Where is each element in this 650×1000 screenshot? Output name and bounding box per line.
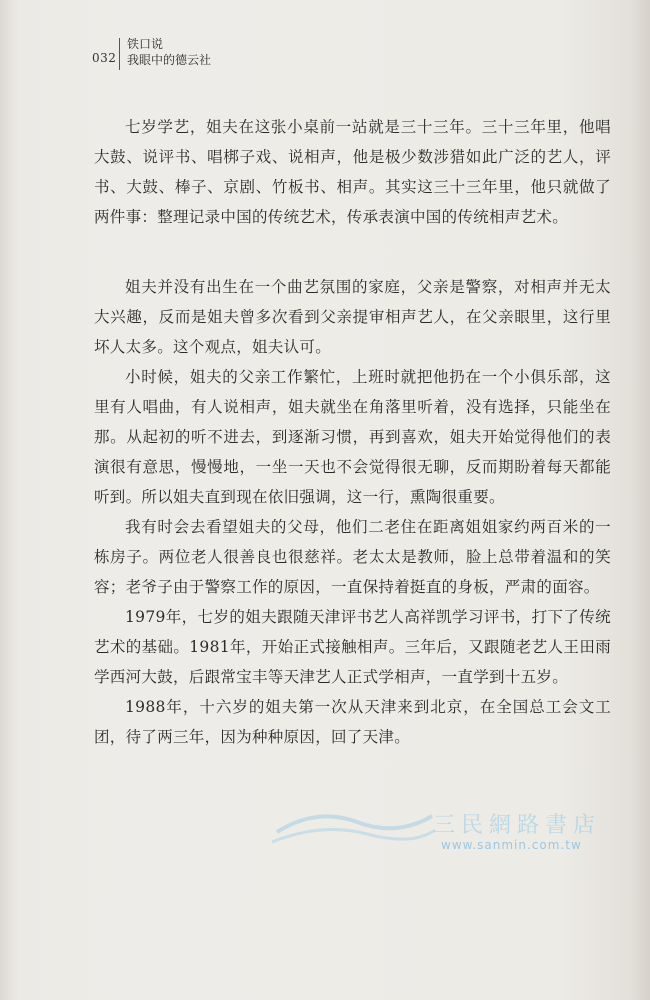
series-title: 铁口说 (127, 37, 164, 51)
paragraph-5: 1979年，七岁的姐夫跟随天津评书艺人高祥凯学习评书，打下了传统艺术的基础。1981年，开始正式接触相声。三年后，又跟随老艺人王田雨学西河大鼓，后跟常宝丰等天津艺人正式学相声，一直学到十五岁。 (94, 608, 611, 686)
paragraph-4: 我有时会去看望姐夫的父母，他们二老住在距离姐姐家约两百米的一栋房子。两位老人很善良也很慈祥。老太太是教师，脸上总带着温和的笑容；老爷子由于警察工作的原因，一直保持着挺直的身板，严肃的面容。 (94, 518, 611, 596)
watermark (395, 806, 625, 864)
watermark-wave-logo-icon (267, 802, 437, 852)
book-title: 我眼中的德云社 (127, 53, 212, 67)
paragraph-6: 1988年，十六岁的姐夫第一次从天津来到北京，在全国总工会文工团，待了两三年，因为种种原因，回了天津。 (94, 698, 611, 746)
paragraph-2: 姐夫并没有出生在一个曲艺氛围的家庭，父亲是警察，对相声并无太大兴趣，反而是姐夫曾多次看到父亲提审相声艺人，在父亲眼里，这行里坏人太多。这个观点，姐夫认可。 (94, 278, 611, 356)
paragraph-1: 七岁学艺，姐夫在这张小桌前一站就是三十三年。三十三年里，他唱大鼓、说评书、唱梆子戏、说相声，他是极少数涉猎如此广泛的艺人，评书、大鼓、棒子、京剧、竹板书、相声。其实这三十三年里，他只就做了两件事：整理记录中国的传统艺术，传承表演中国的传统相声艺术。 (94, 118, 611, 226)
page-number: 032 (92, 51, 117, 65)
body-text (94, 112, 611, 752)
paragraph-3: 小时候，姐夫的父亲工作繁忙，上班时就把他扔在一个小俱乐部，这里有人唱曲，有人说相声，姐夫就坐在角落里听着，没有选择，只能坐在那。从起初的听不进去，到逐渐习惯，再到喜欢，姐夫开始觉得他们的表演很有意思，慢慢地，一坐一天也不会觉得很无聊，反而期盼着每天都能听到。所以姐夫直到现在依旧强调，这一行，熏陶很重要。 (94, 368, 611, 506)
watermark-url: www.sanmin.com.tw (441, 838, 582, 852)
header-divider (119, 38, 120, 70)
watermark-text: 三民網路書店 (433, 813, 602, 838)
